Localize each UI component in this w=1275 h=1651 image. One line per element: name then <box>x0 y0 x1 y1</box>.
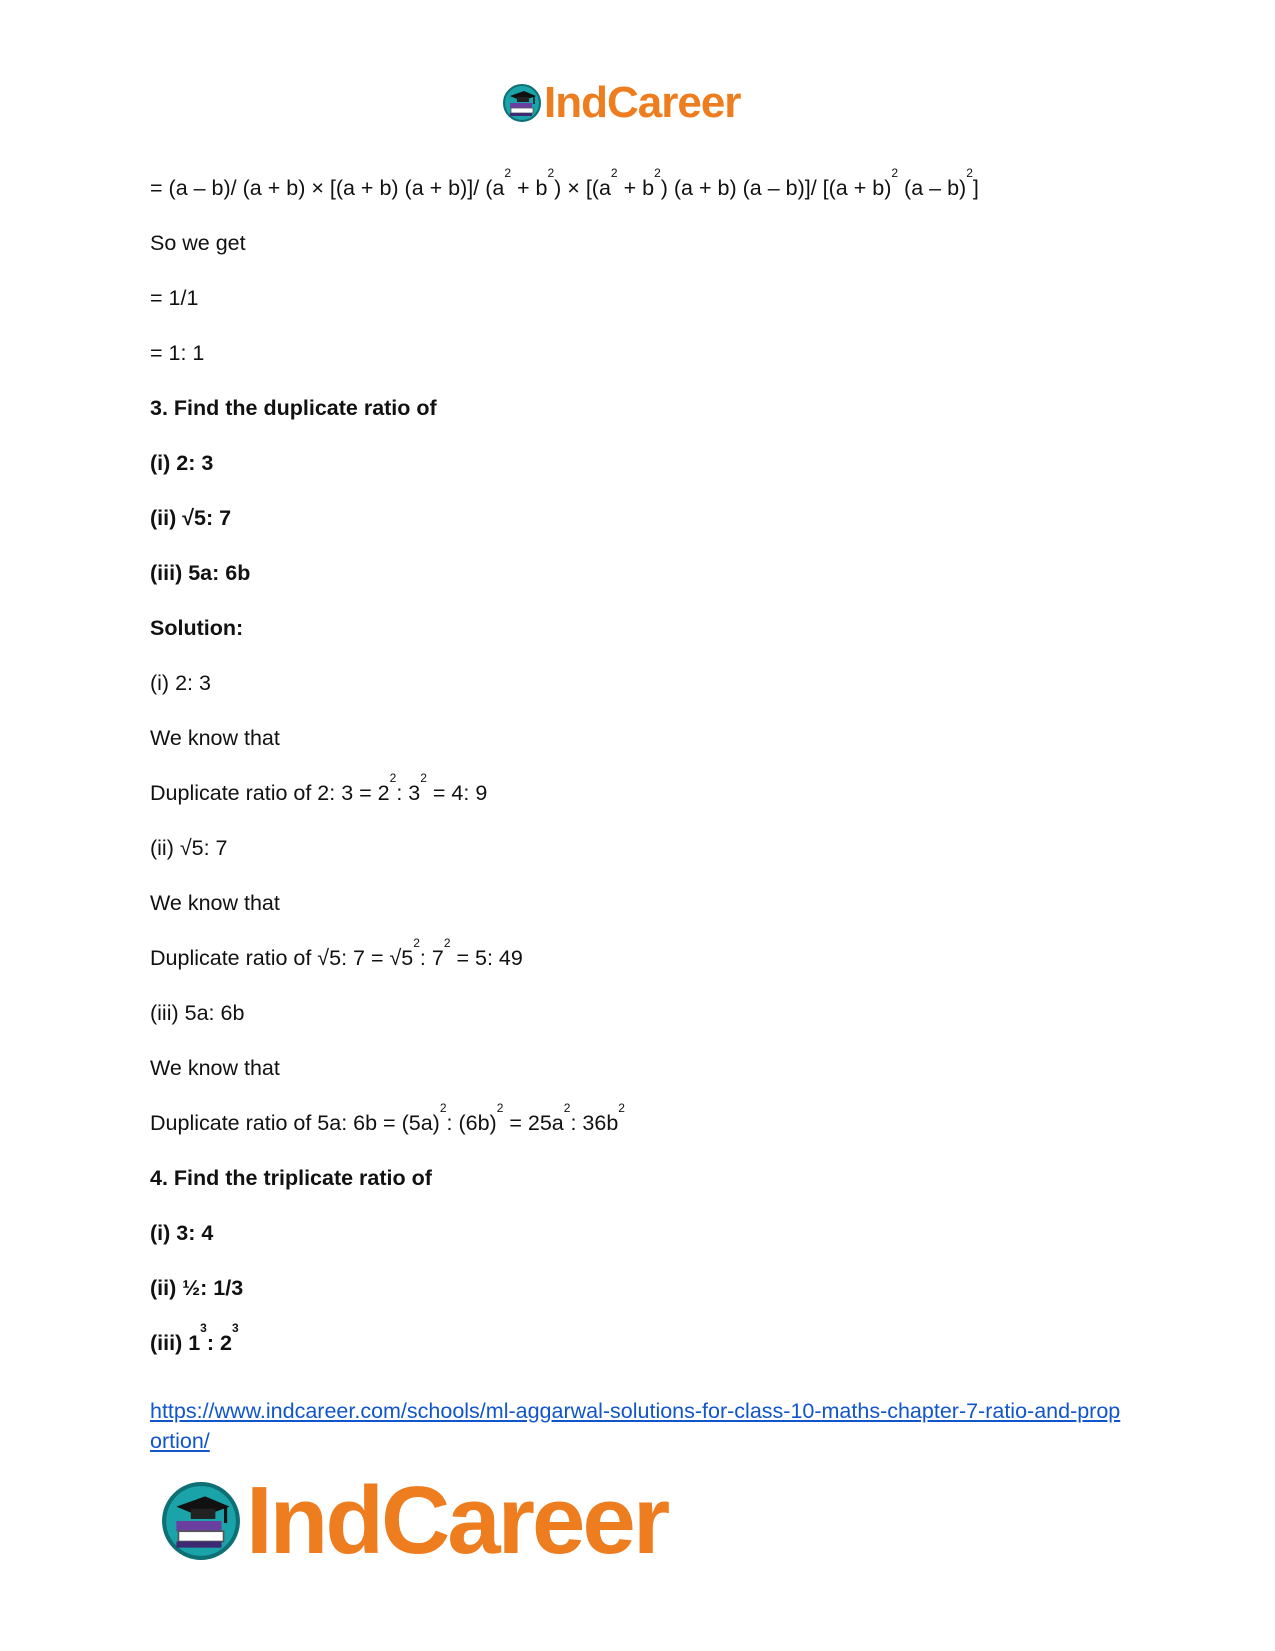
solution-part: (i) 2: 3 <box>150 671 211 695</box>
text-line: We know that <box>150 891 280 915</box>
solution-heading: Solution: <box>150 616 244 640</box>
text-line: We know that <box>150 726 280 750</box>
graduation-book-icon <box>160 1480 242 1562</box>
question-part: (i) 3: 4 <box>150 1221 214 1245</box>
equation-line: = (a – b)/ (a + b) × [(a + b) (a + b)]/ $(a^2 + b^2) \times [(a^2 + b^2) (a + b)$ (a – b)]/ [$(a + b)^2$ (a – b)$^2$] <box>150 166 979 200</box>
header-logo <box>502 78 740 128</box>
document-body <box>150 166 1150 1385</box>
equation-line: Duplicate ratio of 5a: $6b = (5a)^2$: $(6b)^2 = 25a^2$: $36b^2$ <box>150 1101 625 1135</box>
question-part: (iii) 5a: 6b <box>150 561 251 585</box>
text-line: So we get <box>150 231 246 255</box>
text-line: We know that <box>150 1056 280 1080</box>
question-part: (ii) √5: 7 <box>150 506 232 530</box>
question-part: (i) 2: 3 <box>150 451 214 475</box>
graduation-book-icon <box>502 83 542 123</box>
solution-part: (ii) √5: 7 <box>150 836 228 860</box>
solution-part: (iii) 5a: 6b <box>150 1001 245 1025</box>
logo-text: IndCareer <box>544 78 741 127</box>
equation-line: Duplicate ratio of 2: $3 = 2^2$: $3^2 = 4$: 9 <box>150 771 488 805</box>
equation-line: = 1/1 <box>150 286 199 310</box>
question-heading: 3. Find the duplicate ratio of <box>150 396 437 420</box>
equation-line: = 1: 1 <box>150 341 205 365</box>
question-part: (iii) $1^3$: $2^3$ <box>150 1321 239 1355</box>
logo-text: IndCareer <box>246 1467 668 1574</box>
question-part: (ii) ½: 1/3 <box>150 1276 244 1300</box>
question-heading: 4. Find the triplicate ratio of <box>150 1166 432 1190</box>
equation-line: Duplicate ratio of √5: $7 = √5^2$: $7^2 = 5$: 49 <box>150 936 523 970</box>
source-link[interactable]: https://www.indcareer.com/schools/ml-aggarwal-solutions-for-class-10-maths-chapter-7-ratio-and-proportion/ <box>150 1399 1121 1453</box>
footer-logo <box>160 1466 667 1576</box>
